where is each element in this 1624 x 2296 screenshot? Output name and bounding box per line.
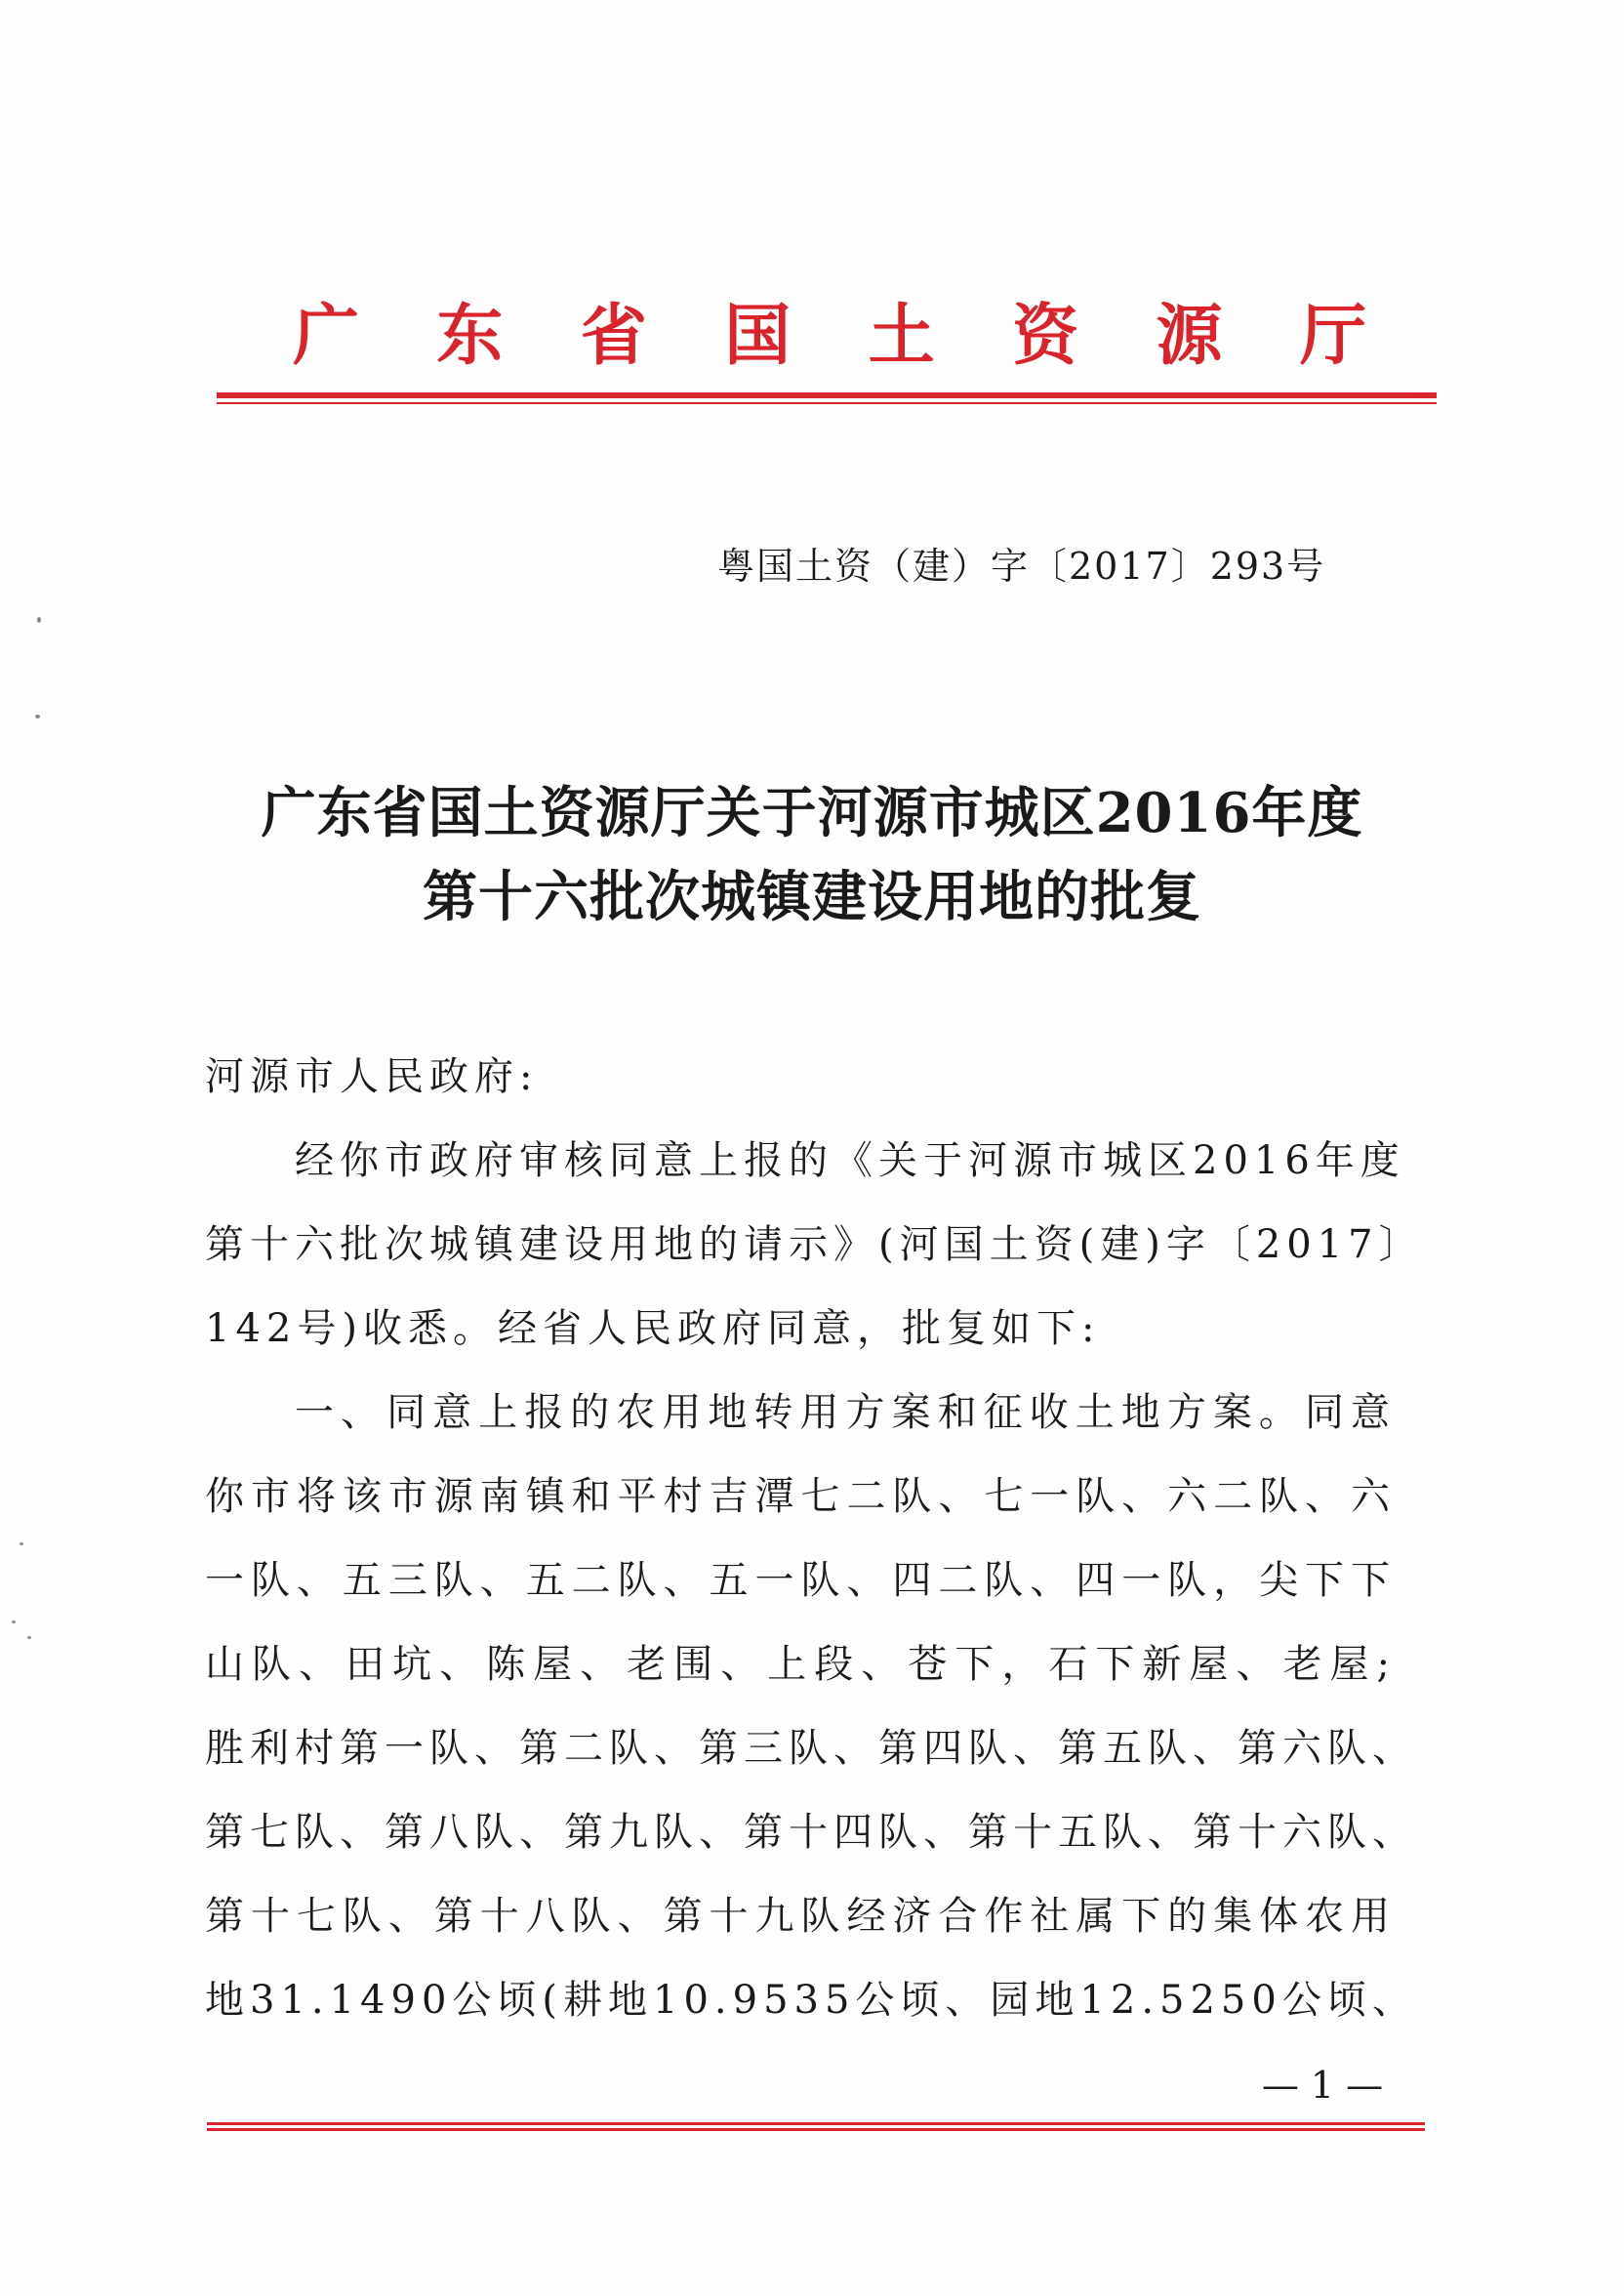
document-number: 粤国土资（建）字〔2017〕293号 — [717, 545, 1326, 588]
document-body — [205, 1035, 1424, 2042]
scan-speck — [20, 1542, 23, 1545]
scan-speck — [35, 715, 40, 718]
masthead-char: 土 — [868, 298, 935, 375]
masthead-divider-thin — [217, 402, 1437, 404]
paragraph-line: 你市将该市源南镇和平村吉潭七二队、七一队、六二队、六 — [205, 1474, 1396, 1519]
issuer-masthead — [293, 293, 1366, 381]
title-line-2: 第十六批次城镇建设用地的批复 — [423, 865, 1201, 929]
page-number: — 1 — — [1261, 2064, 1384, 2107]
paragraph-1 — [205, 1119, 1424, 1371]
paragraph-line: 经你市政府审核同意上报的《关于河源市城区2016年度 — [295, 1138, 1405, 1183]
salutation: 河源市人民政府: — [205, 1054, 539, 1099]
masthead-char: 资 — [1012, 298, 1079, 375]
footer-divider-thick — [207, 2122, 1425, 2125]
paragraph-line: 一、同意上报的农用地转用方案和征收土地方案。同意 — [295, 1390, 1396, 1435]
title-line-1: 广东省国土资源厅关于河源市城区2016年度 — [261, 781, 1363, 845]
masthead-char: 厅 — [1299, 298, 1366, 375]
masthead-char: 国 — [724, 298, 792, 375]
paragraph-line: 第七队、第八队、第九队、第十四队、第十五队、第十六队、 — [205, 1810, 1417, 1855]
masthead-char: 省 — [580, 298, 647, 375]
scan-speck — [37, 617, 41, 623]
masthead-char: 广 — [293, 298, 360, 375]
footer-divider-thin — [207, 2128, 1425, 2131]
masthead-divider-thick — [217, 392, 1437, 398]
masthead-char: 源 — [1156, 298, 1223, 375]
paragraph-line: 142号)收悉。经省人民政府同意，批复如下: — [205, 1306, 1101, 1351]
paragraph-line: 山队、田坑、陈屋、老围、上段、苍下，石下新屋、老屋; — [205, 1642, 1396, 1687]
paragraph-line: 胜利村第一队、第二队、第三队、第四队、第五队、第六队、 — [205, 1726, 1417, 1771]
paragraph-2 — [205, 1371, 1417, 2042]
scan-speck — [12, 1620, 16, 1623]
masthead-char: 东 — [436, 298, 504, 375]
paragraph-line: 地31.1490公顷(耕地10.9535公顷、园地12.5250公顷、 — [205, 1978, 1417, 2023]
paragraph-line: 第十七队、第十八队、第十九队经济合作社属下的集体农用 — [205, 1894, 1396, 1939]
paragraph-line: 第十六批次城镇建设用地的请示》(河国土资(建)字〔2017〕 — [205, 1222, 1424, 1267]
document-title — [195, 771, 1429, 939]
paragraph-line: 一队、五三队、五二队、五一队、四二队、四一队，尖下下 — [205, 1558, 1396, 1603]
scan-speck — [27, 1636, 31, 1639]
